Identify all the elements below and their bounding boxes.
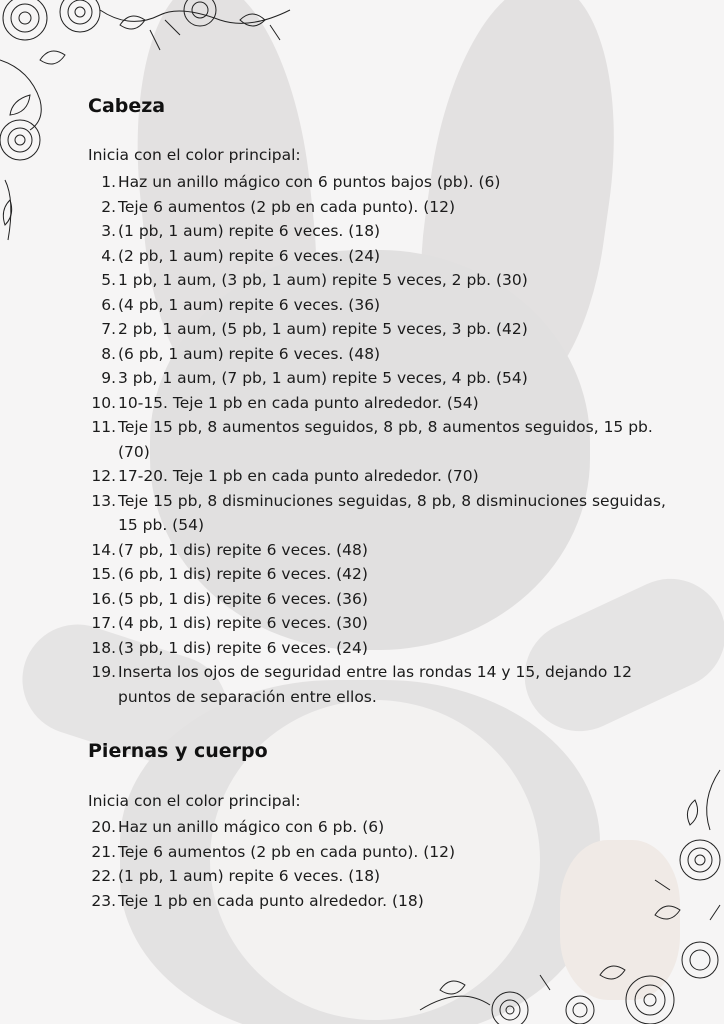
section-intro-cabeza: Inicia con el color principal: — [88, 146, 301, 164]
step-item — [88, 170, 688, 195]
step-item — [88, 268, 688, 293]
step-item — [88, 611, 688, 636]
step-text: (4 pb, 1 aum) repite 6 veces. (36) — [118, 295, 381, 314]
step-number: 20. — [91, 818, 116, 836]
step-item — [88, 317, 688, 342]
step-text: 2 pb, 1 aum, (5 pb, 1 aum) repite 5 veces, 3 pb. (42) — [118, 320, 528, 338]
step-number: 14. — [91, 540, 116, 559]
step-item — [88, 464, 688, 489]
step-number: 17. — [91, 614, 116, 632]
step-text: (7 pb, 1 dis) repite 6 veces. (48) — [118, 540, 368, 559]
section-title-cabeza: Cabeza — [88, 95, 166, 117]
step-text: Teje 6 aumentos (2 pb en cada punto). (12) — [118, 197, 456, 216]
step-item — [88, 660, 688, 709]
step-item — [88, 864, 688, 889]
step-text: (1 pb, 1 aum) repite 6 veces. (18) — [118, 867, 381, 885]
step-text: (5 pb, 1 dis) repite 6 veces. (36) — [118, 589, 368, 608]
step-item — [88, 489, 688, 538]
step-text: (6 pb, 1 aum) repite 6 veces. (48) — [118, 344, 381, 363]
step-number: 6. — [101, 295, 116, 314]
step-item — [88, 366, 688, 391]
section-intro-piernas-y-cuerpo: Inicia con el color principal: — [88, 792, 301, 810]
step-item — [88, 587, 688, 612]
step-number: 18. — [91, 638, 116, 657]
step-number: 10. — [91, 393, 116, 412]
step-text: (2 pb, 1 aum) repite 6 veces. (24) — [118, 246, 381, 265]
step-item — [88, 195, 688, 220]
step-item — [88, 538, 688, 563]
step-number: 23. — [91, 891, 116, 910]
step-text: Teje 15 pb, 8 disminuciones seguidas, 8 pb, 8 disminuciones seguidas, 15 pb. (54) — [118, 491, 666, 534]
step-number: 22. — [91, 867, 116, 885]
step-item — [88, 391, 688, 416]
step-item — [88, 342, 688, 367]
step-number: 21. — [91, 842, 116, 861]
step-text: 1 pb, 1 aum, (3 pb, 1 aum) repite 5 veces, 2 pb. (30) — [118, 271, 528, 289]
section-title-piernas-y-cuerpo: Piernas y cuerpo — [88, 740, 268, 762]
step-number: 1. — [101, 173, 116, 191]
step-text: 3 pb, 1 aum, (7 pb, 1 aum) repite 5 veces, 4 pb. (54) — [118, 369, 528, 387]
step-number: 11. — [91, 418, 116, 436]
step-text: (1 pb, 1 aum) repite 6 veces. (18) — [118, 222, 381, 240]
step-number: 13. — [91, 491, 116, 510]
step-text: Teje 6 aumentos (2 pb en cada punto). (12) — [118, 842, 456, 861]
step-text: Teje 1 pb en cada punto alrededor. (18) — [118, 891, 424, 910]
step-number: 3. — [101, 222, 116, 240]
step-text: (3 pb, 1 dis) repite 6 veces. (24) — [118, 638, 368, 657]
step-item — [88, 219, 688, 244]
step-text: Inserta los ojos de seguridad entre las rondas 14 y 15, dejando 12 puntos de separación entre ellos. — [118, 663, 633, 706]
step-number: 2. — [101, 197, 116, 216]
step-item — [88, 889, 688, 914]
step-item — [88, 562, 688, 587]
step-item — [88, 293, 688, 318]
step-item — [88, 636, 688, 661]
step-number: 12. — [91, 467, 116, 485]
step-number: 4. — [101, 246, 116, 265]
step-text: 17-20. Teje 1 pb en cada punto alrededor. (70) — [118, 467, 479, 485]
step-text: 10-15. Teje 1 pb en cada punto alrededor. (54) — [118, 393, 479, 412]
step-number: 16. — [91, 589, 116, 608]
step-number: 15. — [91, 565, 116, 583]
steps-list-piernas-y-cuerpo — [88, 815, 688, 913]
step-text: (4 pb, 1 dis) repite 6 veces. (30) — [118, 614, 368, 632]
step-item — [88, 840, 688, 865]
step-number: 9. — [101, 369, 116, 387]
step-number: 19. — [91, 663, 116, 681]
step-text: (6 pb, 1 dis) repite 6 veces. (42) — [118, 565, 368, 583]
step-number: 7. — [101, 320, 116, 338]
step-item — [88, 815, 688, 840]
step-text: Haz un anillo mágico con 6 pb. (6) — [118, 818, 385, 836]
step-item — [88, 415, 688, 464]
step-number: 5. — [101, 271, 116, 289]
steps-list-cabeza — [88, 170, 688, 709]
step-item — [88, 244, 688, 269]
step-text: Teje 15 pb, 8 aumentos seguidos, 8 pb, 8 aumentos seguidos, 15 pb. (70) — [118, 418, 653, 461]
step-number: 8. — [101, 344, 116, 363]
step-text: Haz un anillo mágico con 6 puntos bajos (pb). (6) — [118, 173, 501, 191]
